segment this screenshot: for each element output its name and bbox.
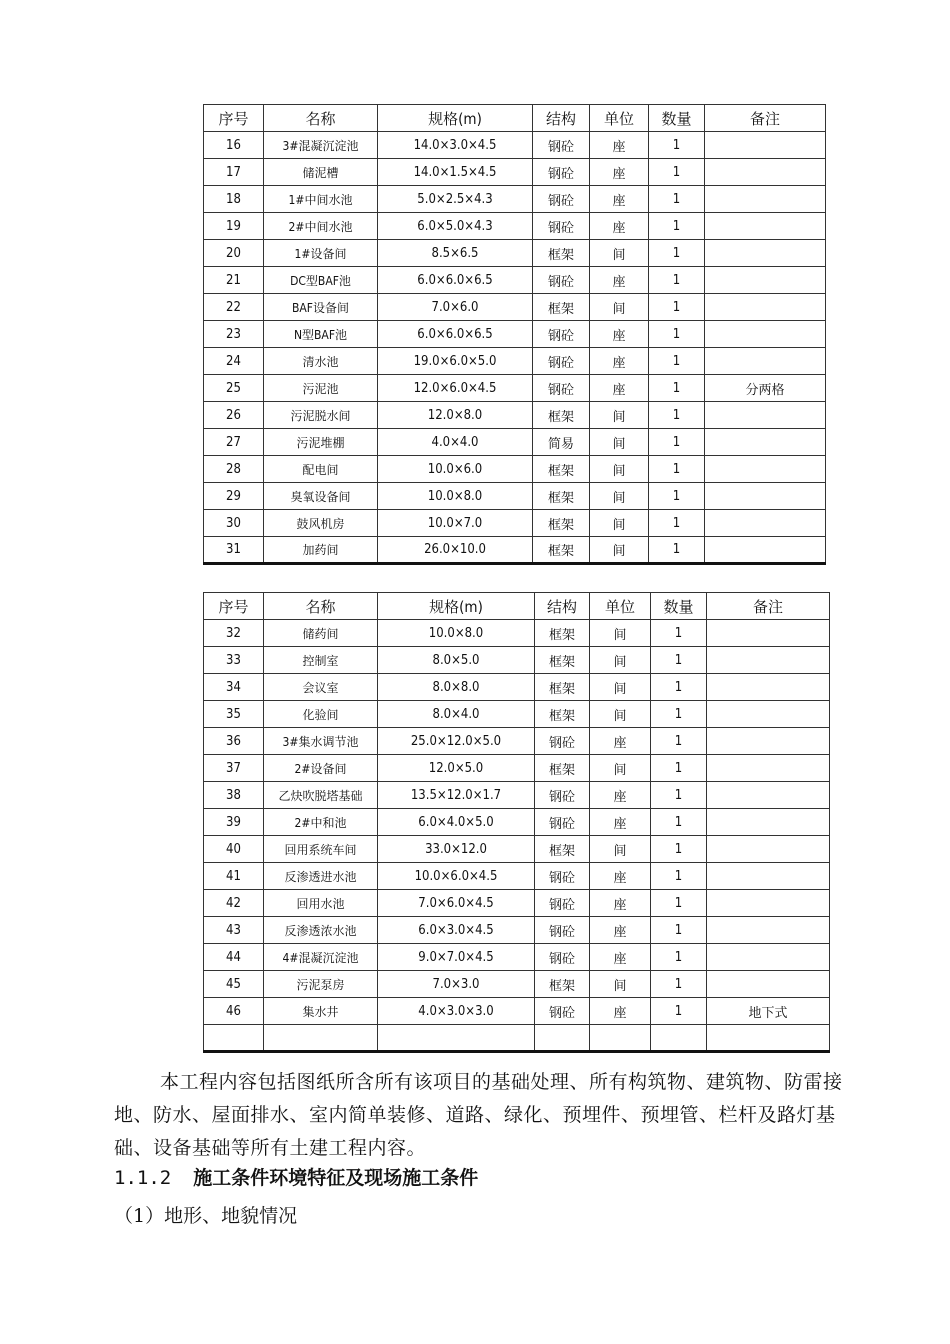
cell-unit: 间: [590, 971, 651, 998]
cell-seq: 18: [204, 186, 264, 213]
cell-remark: [705, 186, 826, 213]
cell-remark: [705, 402, 826, 429]
cell-name: N型BAF池: [264, 321, 378, 348]
cell-remark: [707, 863, 830, 890]
cell-unit: 座: [590, 917, 651, 944]
body-paragraph: 本工程内容包括图纸所含所有该项目的基础处理、所有构筑物、建筑物、防雷接地、防水、屋面排水、室内简单装修、道路、绿化、预埋件、预埋管、栏杆及路灯基础、设备基础等所有土建工程内容。: [114, 1071, 843, 1159]
cell-spec: 7.0×6.0×4.5: [378, 890, 535, 917]
cell-spec: 7.0×6.0: [378, 294, 533, 321]
section-heading: [114, 1163, 478, 1190]
cell-qty: 1: [649, 240, 705, 267]
cell-structure: 框架: [533, 456, 590, 483]
cell-seq: 26: [204, 402, 264, 429]
cell-spec: 4.0×3.0×3.0: [378, 998, 535, 1025]
cell-remark: [707, 1025, 830, 1052]
cell-remark: [707, 944, 830, 971]
structures-table-1: [203, 104, 826, 565]
cell-unit: 座: [590, 728, 651, 755]
cell-spec: 19.0×6.0×5.0: [378, 348, 533, 375]
cell-unit: 间: [590, 402, 649, 429]
cell-seq: 43: [204, 917, 264, 944]
cell-seq: 40: [204, 836, 264, 863]
cell-name: DC型BAF池: [264, 267, 378, 294]
cell-seq: [204, 1025, 264, 1052]
cell-seq: 16: [204, 132, 264, 159]
table-row: [204, 647, 830, 674]
cell-remark: [707, 782, 830, 809]
cell-seq: 21: [204, 267, 264, 294]
cell-unit: 座: [590, 863, 651, 890]
cell-structure: 框架: [533, 483, 590, 510]
cell-spec: 6.0×6.0×6.5: [378, 321, 533, 348]
cell-spec: 6.0×5.0×4.3: [378, 213, 533, 240]
cell-remark: 地下式: [707, 998, 830, 1025]
cell-remark: [705, 294, 826, 321]
cell-remark: [705, 213, 826, 240]
table-row: [204, 917, 830, 944]
cell-spec: 8.0×5.0: [378, 647, 535, 674]
cell-unit: 间: [590, 483, 649, 510]
cell-structure: 框架: [533, 537, 590, 564]
section-number: 1.1.2: [114, 1167, 172, 1189]
table-row: [204, 510, 826, 537]
cell-name: 污泥泵房: [264, 971, 378, 998]
cell-qty: 1: [649, 294, 705, 321]
table-row: [204, 674, 830, 701]
cell-seq: 31: [204, 537, 264, 564]
cell-unit: 座: [590, 267, 649, 294]
cell-unit: 座: [590, 375, 649, 402]
table-row: [204, 267, 826, 294]
cell-seq: 37: [204, 755, 264, 782]
cell-structure: 简易: [533, 429, 590, 456]
cell-name: 回用水池: [264, 890, 378, 917]
cell-structure: 框架: [535, 971, 590, 998]
cell-seq: 39: [204, 809, 264, 836]
cell-qty: 1: [651, 998, 707, 1025]
table-row: [204, 1025, 830, 1052]
header-unit: 单位: [590, 593, 651, 620]
table-row: [204, 375, 826, 402]
cell-qty: 1: [651, 863, 707, 890]
table-row: [204, 402, 826, 429]
cell-unit: 座: [590, 213, 649, 240]
cell-remark: [705, 537, 826, 564]
header-spec: 规格(m): [378, 593, 535, 620]
cell-structure: 钢砼: [535, 863, 590, 890]
cell-spec: 14.0×3.0×4.5: [378, 132, 533, 159]
table-row: [204, 483, 826, 510]
cell-structure: 钢砼: [535, 998, 590, 1025]
cell-unit: 间: [590, 456, 649, 483]
cell-structure: 钢砼: [533, 213, 590, 240]
table-row: [204, 782, 830, 809]
cell-qty: 1: [651, 809, 707, 836]
cell-seq: 34: [204, 674, 264, 701]
table-row: [204, 294, 826, 321]
cell-remark: [705, 240, 826, 267]
cell-seq: 28: [204, 456, 264, 483]
cell-seq: 44: [204, 944, 264, 971]
cell-name: 反渗透进水池: [264, 863, 378, 890]
cell-spec: 12.0×5.0: [378, 755, 535, 782]
table-row: [204, 159, 826, 186]
cell-spec: 25.0×12.0×5.0: [378, 728, 535, 755]
cell-unit: 座: [590, 890, 651, 917]
cell-name: 污泥脱水间: [264, 402, 378, 429]
cell-spec: 8.5×6.5: [378, 240, 533, 267]
cell-qty: 1: [649, 429, 705, 456]
cell-remark: [707, 620, 830, 647]
cell-structure: 框架: [535, 836, 590, 863]
cell-qty: 1: [649, 537, 705, 564]
cell-seq: 35: [204, 701, 264, 728]
cell-unit: 间: [590, 674, 651, 701]
cell-seq: 32: [204, 620, 264, 647]
cell-spec: 12.0×6.0×4.5: [378, 375, 533, 402]
cell-structure: 框架: [533, 294, 590, 321]
cell-unit: 间: [590, 755, 651, 782]
cell-structure: 钢砼: [535, 782, 590, 809]
cell-qty: 1: [651, 944, 707, 971]
cell-spec: [378, 1025, 535, 1052]
header-seq: 序号: [204, 105, 264, 132]
cell-structure: 框架: [535, 674, 590, 701]
table-row: [204, 537, 826, 564]
cell-qty: 1: [649, 159, 705, 186]
cell-spec: 26.0×10.0: [378, 537, 533, 564]
cell-qty: 1: [649, 456, 705, 483]
cell-remark: [707, 836, 830, 863]
cell-name: 2#中间水池: [264, 213, 378, 240]
cell-name: 储泥槽: [264, 159, 378, 186]
table-row: [204, 863, 830, 890]
cell-spec: 6.0×6.0×6.5: [378, 267, 533, 294]
header-unit: 单位: [590, 105, 649, 132]
header-structure: 结构: [533, 105, 590, 132]
section-title: 施工条件环境特征及现场施工条件: [193, 1167, 479, 1189]
cell-remark: [707, 701, 830, 728]
cell-unit: 座: [590, 186, 649, 213]
header-name: 名称: [264, 105, 378, 132]
header-name: 名称: [264, 593, 378, 620]
cell-seq: 42: [204, 890, 264, 917]
cell-name: 3#集水调节池: [264, 728, 378, 755]
cell-name: 乙炔吹脱塔基础: [264, 782, 378, 809]
cell-qty: 1: [649, 321, 705, 348]
cell-name: 臭氧设备间: [264, 483, 378, 510]
cell-structure: 钢砼: [533, 321, 590, 348]
cell-qty: 1: [649, 510, 705, 537]
cell-unit: 间: [590, 240, 649, 267]
cell-qty: 1: [651, 755, 707, 782]
table-row: [204, 132, 826, 159]
cell-structure: 钢砼: [533, 132, 590, 159]
cell-seq: 19: [204, 213, 264, 240]
cell-remark: [705, 321, 826, 348]
cell-qty: 1: [651, 701, 707, 728]
cell-qty: 1: [649, 402, 705, 429]
table-header-row: [204, 105, 826, 132]
cell-structure: 框架: [533, 240, 590, 267]
cell-unit: 座: [590, 132, 649, 159]
cell-name: 4#混凝沉淀池: [264, 944, 378, 971]
header-seq: 序号: [204, 593, 264, 620]
cell-structure: 框架: [533, 510, 590, 537]
cell-remark: [707, 971, 830, 998]
table-row: [204, 321, 826, 348]
cell-structure: 钢砼: [535, 944, 590, 971]
table-row: [204, 755, 830, 782]
cell-unit: 座: [590, 809, 651, 836]
cell-remark: [705, 429, 826, 456]
cell-spec: 10.0×8.0: [378, 483, 533, 510]
header-qty: 数量: [651, 593, 707, 620]
cell-unit: 间: [590, 429, 649, 456]
cell-unit: 间: [590, 647, 651, 674]
cell-unit: 座: [590, 321, 649, 348]
cell-spec: 4.0×4.0: [378, 429, 533, 456]
cell-spec: 10.0×7.0: [378, 510, 533, 537]
cell-name: [264, 1025, 378, 1052]
cell-qty: 1: [651, 620, 707, 647]
cell-spec: 33.0×12.0: [378, 836, 535, 863]
cell-seq: 30: [204, 510, 264, 537]
table-header-row: [204, 593, 830, 620]
cell-qty: [651, 1025, 707, 1052]
table-row: [204, 240, 826, 267]
cell-seq: 17: [204, 159, 264, 186]
cell-name: 清水池: [264, 348, 378, 375]
cell-qty: 1: [649, 483, 705, 510]
table-row: [204, 728, 830, 755]
cell-qty: 1: [649, 186, 705, 213]
cell-remark: [705, 483, 826, 510]
cell-structure: 钢砼: [535, 917, 590, 944]
cell-seq: 45: [204, 971, 264, 998]
cell-seq: 36: [204, 728, 264, 755]
cell-name: 会议室: [264, 674, 378, 701]
structures-table-2: [203, 592, 830, 1053]
header-remark: 备注: [707, 593, 830, 620]
cell-qty: 1: [651, 728, 707, 755]
subsection-heading: （1）地形、地貌情况: [114, 1205, 298, 1227]
cell-spec: 7.0×3.0: [378, 971, 535, 998]
header-structure: 结构: [535, 593, 590, 620]
cell-name: 加药间: [264, 537, 378, 564]
cell-qty: 1: [649, 267, 705, 294]
cell-seq: 27: [204, 429, 264, 456]
cell-spec: 10.0×6.0×4.5: [378, 863, 535, 890]
cell-spec: 10.0×8.0: [378, 620, 535, 647]
cell-qty: 1: [649, 132, 705, 159]
cell-name: 控制室: [264, 647, 378, 674]
cell-structure: 框架: [535, 620, 590, 647]
cell-qty: 1: [651, 647, 707, 674]
cell-seq: 29: [204, 483, 264, 510]
table-row: [204, 213, 826, 240]
cell-qty: 1: [649, 348, 705, 375]
cell-remark: [705, 132, 826, 159]
cell-qty: 1: [651, 890, 707, 917]
cell-qty: 1: [651, 917, 707, 944]
cell-remark: [707, 890, 830, 917]
cell-seq: 33: [204, 647, 264, 674]
table-row: [204, 429, 826, 456]
table-row: [204, 890, 830, 917]
cell-qty: 1: [651, 836, 707, 863]
cell-unit: 座: [590, 998, 651, 1025]
cell-structure: 钢砼: [533, 348, 590, 375]
cell-unit: 间: [590, 701, 651, 728]
header-qty: 数量: [649, 105, 705, 132]
cell-remark: [705, 348, 826, 375]
cell-remark: 分两格: [705, 375, 826, 402]
header-spec: 规格(m): [378, 105, 533, 132]
cell-spec: 14.0×1.5×4.5: [378, 159, 533, 186]
cell-qty: 1: [651, 674, 707, 701]
cell-remark: [705, 159, 826, 186]
table-row: [204, 456, 826, 483]
cell-seq: 38: [204, 782, 264, 809]
table-row: [204, 186, 826, 213]
cell-unit: 间: [590, 836, 651, 863]
cell-remark: [705, 510, 826, 537]
cell-seq: 25: [204, 375, 264, 402]
header-remark: 备注: [705, 105, 826, 132]
cell-name: 配电间: [264, 456, 378, 483]
table-row: [204, 348, 826, 375]
cell-unit: 座: [590, 159, 649, 186]
cell-unit: 座: [590, 348, 649, 375]
cell-structure: 钢砼: [533, 267, 590, 294]
cell-unit: 间: [590, 620, 651, 647]
cell-spec: 6.0×3.0×4.5: [378, 917, 535, 944]
cell-spec: 13.5×12.0×1.7: [378, 782, 535, 809]
cell-seq: 22: [204, 294, 264, 321]
table-row: [204, 971, 830, 998]
cell-spec: 8.0×8.0: [378, 674, 535, 701]
cell-name: 1#中间水池: [264, 186, 378, 213]
cell-name: 反渗透浓水池: [264, 917, 378, 944]
table-row: [204, 944, 830, 971]
cell-remark: [707, 728, 830, 755]
cell-structure: 钢砼: [533, 159, 590, 186]
cell-remark: [705, 456, 826, 483]
cell-remark: [707, 809, 830, 836]
cell-remark: [707, 917, 830, 944]
cell-structure: 钢砼: [535, 809, 590, 836]
table-row: [204, 809, 830, 836]
cell-name: 1#设备间: [264, 240, 378, 267]
cell-name: 鼓风机房: [264, 510, 378, 537]
cell-name: 化验间: [264, 701, 378, 728]
cell-structure: 钢砼: [533, 186, 590, 213]
cell-name: 储药间: [264, 620, 378, 647]
cell-remark: [707, 755, 830, 782]
cell-unit: [590, 1025, 651, 1052]
cell-unit: 座: [590, 944, 651, 971]
cell-remark: [707, 674, 830, 701]
cell-spec: 9.0×7.0×4.5: [378, 944, 535, 971]
cell-name: BAF设备间: [264, 294, 378, 321]
cell-name: 污泥堆棚: [264, 429, 378, 456]
cell-spec: 10.0×6.0: [378, 456, 533, 483]
cell-structure: 钢砼: [535, 890, 590, 917]
cell-remark: [707, 647, 830, 674]
cell-name: 回用系统车间: [264, 836, 378, 863]
cell-structure: 框架: [535, 647, 590, 674]
table-row: [204, 620, 830, 647]
cell-name: 集水井: [264, 998, 378, 1025]
cell-qty: 1: [651, 782, 707, 809]
cell-structure: 钢砼: [535, 728, 590, 755]
cell-name: 污泥池: [264, 375, 378, 402]
cell-name: 3#混凝沉淀池: [264, 132, 378, 159]
cell-qty: 1: [649, 213, 705, 240]
cell-name: 2#设备间: [264, 755, 378, 782]
cell-unit: 间: [590, 510, 649, 537]
cell-name: 2#中和池: [264, 809, 378, 836]
cell-seq: 24: [204, 348, 264, 375]
cell-spec: 6.0×4.0×5.0: [378, 809, 535, 836]
cell-seq: 20: [204, 240, 264, 267]
cell-spec: 8.0×4.0: [378, 701, 535, 728]
cell-spec: 5.0×2.5×4.3: [378, 186, 533, 213]
cell-seq: 23: [204, 321, 264, 348]
cell-qty: 1: [649, 375, 705, 402]
table-row: [204, 998, 830, 1025]
cell-qty: 1: [651, 971, 707, 998]
cell-structure: [535, 1025, 590, 1052]
cell-seq: 41: [204, 863, 264, 890]
table-row: [204, 836, 830, 863]
cell-unit: 间: [590, 294, 649, 321]
cell-structure: 框架: [535, 701, 590, 728]
cell-remark: [705, 267, 826, 294]
cell-spec: 12.0×8.0: [378, 402, 533, 429]
cell-seq: 46: [204, 998, 264, 1025]
cell-unit: 座: [590, 782, 651, 809]
cell-structure: 钢砼: [533, 375, 590, 402]
cell-unit: 间: [590, 537, 649, 564]
cell-structure: 框架: [533, 402, 590, 429]
cell-structure: 框架: [535, 755, 590, 782]
table-row: [204, 701, 830, 728]
